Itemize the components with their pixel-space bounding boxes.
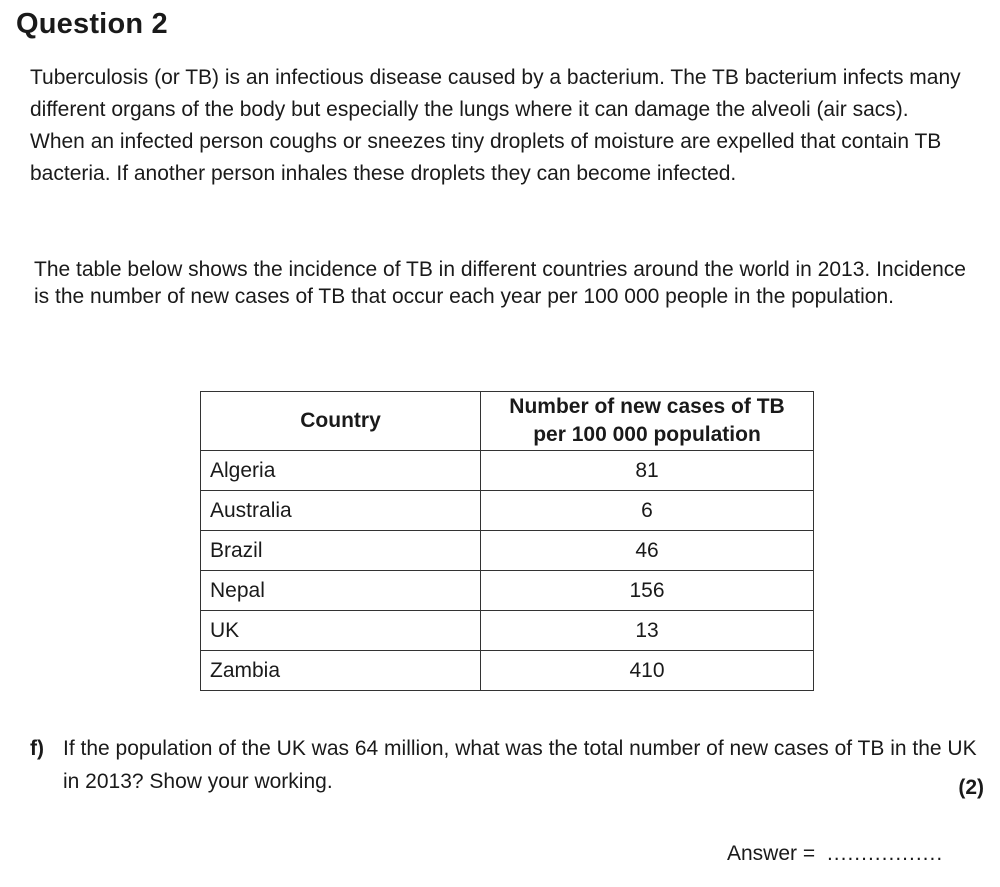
- country-cell: Australia: [201, 491, 481, 531]
- question-title: Question 2: [16, 8, 168, 40]
- cases-cell: 13: [481, 611, 814, 651]
- header-cases-line1: Number of new cases of TB: [509, 395, 785, 418]
- country-cell: Brazil: [201, 531, 481, 571]
- tb-incidence-table: [200, 391, 814, 691]
- part-f-label: f): [30, 737, 44, 760]
- marks-label: (2): [958, 776, 984, 799]
- header-cases-line2: per 100 000 population: [533, 423, 761, 446]
- header-country: Country: [201, 392, 481, 451]
- cases-cell: 81: [481, 451, 814, 491]
- table-row: [201, 531, 814, 571]
- table-header-row: [201, 392, 814, 451]
- country-cell: UK: [201, 611, 481, 651]
- cases-cell: 156: [481, 571, 814, 611]
- answer-label: Answer =: [727, 842, 816, 865]
- table-row: [201, 491, 814, 531]
- intro-paragraph: Tuberculosis (or TB) is an infectious disease caused by a bacterium. The TB bacterium infects many different organs of the body but especially the lungs where it can damage the alveoli (air sacs). When an infected person coughs or sneezes tiny droplets of moisture are expelled that contain TB bacteria. If another person inhales these droplets they can become infected.: [30, 66, 961, 185]
- table-row: [201, 611, 814, 651]
- country-cell: Nepal: [201, 571, 481, 611]
- part-f-text: If the population of the UK was 64 million, what was the total number of new cases of TB in the UK in 2013? Show your working.: [63, 737, 977, 793]
- answer-line: [727, 842, 943, 866]
- cases-cell: 410: [481, 651, 814, 691]
- cases-cell: 6: [481, 491, 814, 531]
- answer-blank[interactable]: .................: [826, 842, 944, 865]
- country-cell: Algeria: [201, 451, 481, 491]
- country-cell: Zambia: [201, 651, 481, 691]
- table-intro-paragraph: The table below shows the incidence of TB in different countries around the world in 2013. Incidence is the number of new cases of TB that occur each year per 100 000 people in the population.: [34, 258, 966, 308]
- table-row: [201, 571, 814, 611]
- table-row: [201, 451, 814, 491]
- cases-cell: 46: [481, 531, 814, 571]
- header-cases: [481, 392, 814, 451]
- table-row: [201, 651, 814, 691]
